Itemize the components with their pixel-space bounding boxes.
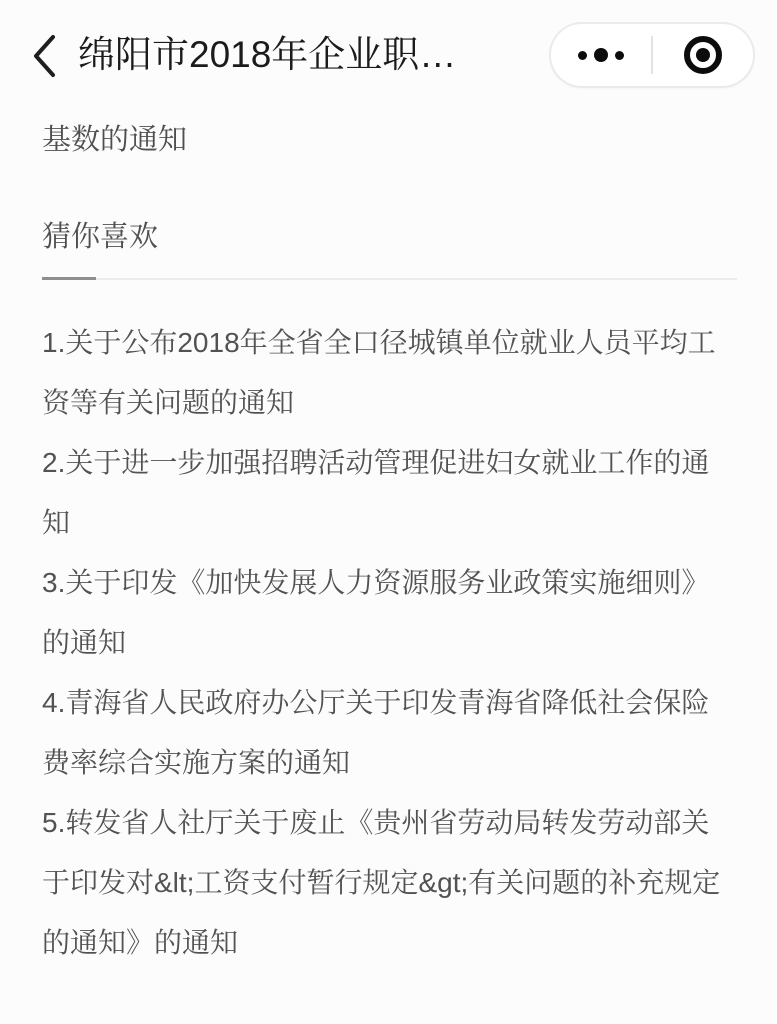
related-article-link-2[interactable]: 2.关于进一步加强招聘活动管理促进妇女就业工作的通知 [42, 447, 710, 538]
related-article-link-4[interactable]: 4.青海省人民政府办公厅关于印发青海省降低社会保险费率综合实施方案的通知 [42, 687, 710, 778]
chevron-left-icon [31, 33, 57, 84]
more-dots-icon [578, 48, 624, 62]
section-divider [42, 277, 735, 280]
related-articles-list [42, 313, 735, 973]
page-content [0, 120, 777, 973]
target-exit-icon [684, 36, 722, 74]
capsule-menu [549, 22, 755, 88]
related-article-link-3[interactable]: 3.关于印发《加快发展人力资源服务业政策实施细则》的通知 [42, 567, 710, 658]
document-title-tail: 基数的通知 [42, 124, 188, 156]
more-button[interactable] [551, 24, 651, 86]
section-title-guess-you-like: 猜你喜欢 [42, 221, 159, 253]
exit-button[interactable] [653, 24, 753, 86]
related-article-link-5[interactable]: 5.转发省人社厅关于废止《贵州省劳动局转发劳动部关于印发对&lt;工资支付暂行规定&gt;有关问题的补充规定的通知》的通知 [42, 807, 721, 958]
nav-bar [0, 0, 777, 112]
back-button[interactable] [22, 32, 66, 84]
related-article-link-1[interactable]: 1.关于公布2018年全省全口径城镇单位就业人员平均工资等有关问题的通知 [42, 327, 716, 418]
page-title: 绵阳市2018年企业职… [78, 34, 457, 75]
